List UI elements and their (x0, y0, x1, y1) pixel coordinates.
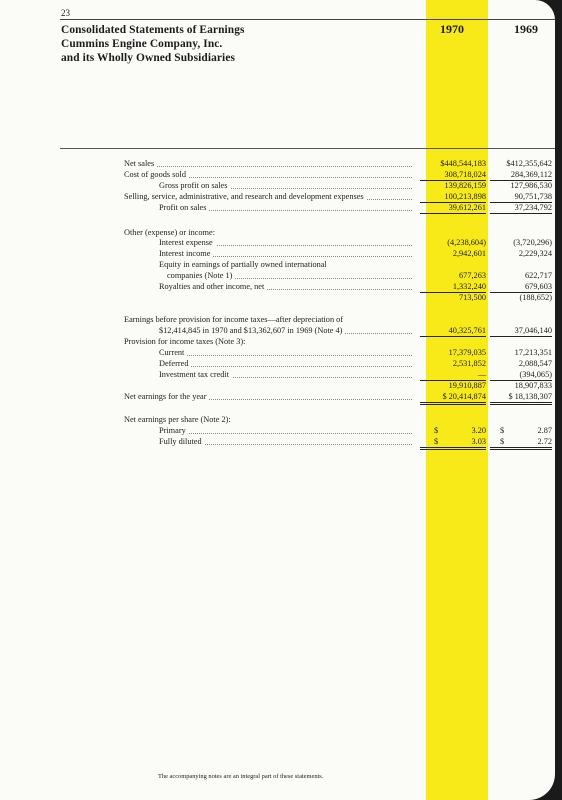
table-row (0, 436, 555, 447)
value-1969: (394,065) (490, 369, 552, 381)
table-row (0, 281, 555, 292)
value-1970: 308,718,024 (420, 169, 486, 181)
leader-dots (159, 355, 412, 356)
value-1970: 139,826,159 (444, 181, 486, 190)
value-1969: $412,355,642 (506, 159, 552, 168)
row-label (159, 347, 412, 358)
table-row (0, 414, 555, 425)
value-1970: 1,332,240 (420, 281, 486, 293)
value-1970: 19,910,887 (448, 381, 486, 390)
value-1970: — (420, 369, 486, 381)
row-label-text: Selling, service, administrative, and research and development expenses (124, 192, 367, 201)
row-label (124, 169, 412, 180)
leader-dots (124, 166, 412, 167)
value-1970: 17,379,035 (448, 348, 486, 357)
value-1969: 2.72 (490, 436, 552, 450)
value-1969: 37,046,140 (490, 325, 552, 337)
statement-title (61, 23, 245, 65)
row-label-text: Current (159, 348, 187, 357)
value-1969: 284,369,112 (490, 169, 552, 181)
table-row (0, 369, 555, 380)
row-label (124, 414, 424, 425)
value-1970: 100,213,898 (420, 191, 486, 203)
row-label-text: Investment tax credit (159, 370, 232, 379)
value-1969: 18,907,833 (514, 381, 552, 390)
title-line: Consolidated Statements of Earnings (61, 24, 245, 36)
table-row (0, 314, 555, 325)
value-1969: (188,652) (519, 293, 552, 302)
row-label (159, 259, 459, 270)
row-label-text: Interest income (159, 249, 213, 258)
top-rule (60, 19, 555, 20)
currency-1970: $ (434, 426, 439, 435)
leader-dots (159, 433, 412, 434)
value-1969: 2,229,324 (518, 249, 552, 258)
table-row (0, 358, 555, 369)
row-label (124, 391, 412, 402)
table-row (0, 158, 555, 169)
value-1969: 679,603 (490, 281, 552, 293)
row-label-text: Equity in earnings of partially owned international (159, 260, 330, 269)
value-1969: 90,751,738 (490, 191, 552, 203)
value-1969: $ 18,138,307 (490, 391, 552, 405)
currency-1969: $ (500, 426, 505, 435)
row-label (159, 436, 412, 447)
row-label (159, 425, 412, 436)
row-label (124, 191, 412, 202)
table-row (0, 336, 555, 347)
row-label-text: Provision for income taxes (Note 3): (124, 337, 248, 346)
footnote: The accompanying notes are an integral part of these statements. (158, 773, 324, 780)
page-number: 23 (61, 8, 70, 18)
value-1969: 127,986,530 (510, 181, 552, 190)
value-1969: 37,234,792 (490, 202, 552, 214)
leader-dots (159, 366, 412, 367)
row-label-text: Fully diluted (159, 437, 205, 446)
value-1970: 2,531,852 (452, 359, 486, 368)
table-row (0, 380, 555, 391)
table-row (0, 391, 555, 402)
row-label (124, 314, 424, 325)
row-label (159, 358, 412, 369)
year-1970-header: 1970 (440, 22, 464, 36)
row-label (159, 180, 412, 191)
row-label-text: Other (expense) or income: (124, 228, 218, 237)
title-line: Cummins Engine Company, Inc. (61, 38, 223, 50)
row-label-text: Net earnings for the year (124, 392, 209, 401)
row-label-text: Net earnings per share (Note 2): (124, 415, 234, 424)
row-label-text: $12,414,845 in 1970 and $13,362,607 in 1969 (Note 4) (159, 326, 345, 335)
row-label-text: Primary (159, 426, 189, 435)
row-label-text: Gross profit on sales (159, 181, 230, 190)
value-1970: $ 20,414,874 (420, 391, 486, 405)
value-1970: 40,325,761 (420, 325, 486, 337)
value-1970: 3.03 (420, 436, 486, 450)
table-row (0, 248, 555, 259)
table-row (0, 237, 555, 248)
row-label-text: Profit on sales (159, 203, 209, 212)
value-1969: 2,088,547 (518, 359, 552, 368)
row-label-text: Deferred (159, 359, 191, 368)
row-label (159, 248, 412, 259)
row-label (159, 369, 412, 380)
value-1969: 17,213,351 (514, 348, 552, 357)
table-row (0, 259, 555, 270)
table-row (0, 325, 555, 336)
row-label (159, 237, 412, 248)
value-1969: 622,717 (525, 271, 552, 280)
value-1970: 2,942,601 (452, 249, 486, 258)
table-row (0, 270, 555, 281)
table-row (0, 180, 555, 191)
value-1969: (3,720,296) (513, 238, 552, 247)
value-1970: 713,500 (459, 293, 486, 302)
row-label-text: Interest expense (159, 238, 216, 247)
table-row (0, 425, 555, 436)
row-label (159, 202, 412, 213)
table-row (0, 347, 555, 358)
row-label-text: Earnings before provision for income taxes—after depreciation of (124, 315, 346, 324)
value-1970: 677,263 (459, 271, 486, 280)
row-label-text: Royalties and other income, net (159, 282, 267, 291)
value-1970: $448,544,183 (440, 159, 486, 168)
table-row (0, 202, 555, 213)
value-1969: 2.87 (537, 426, 552, 435)
row-label-text: companies (Note 1) (167, 271, 235, 280)
row-label (159, 281, 412, 292)
table-row (0, 191, 555, 202)
row-label-text: Cost of goods sold (124, 170, 189, 179)
row-label (167, 270, 412, 281)
currency-1969: $ (500, 437, 505, 446)
year-1969-header: 1969 (514, 22, 538, 36)
row-label (124, 158, 412, 169)
title-line: and its Wholly Owned Subsidiaries (61, 52, 236, 64)
row-label-text: Net sales (124, 159, 157, 168)
value-1970: 39,612,261 (420, 202, 486, 214)
value-1970: (4,238,604) (447, 238, 486, 247)
currency-1970: $ (434, 437, 439, 446)
header-rule (60, 148, 555, 149)
row-label (124, 336, 424, 347)
table-row (0, 169, 555, 180)
row-label (159, 325, 412, 336)
value-1970: 3.20 (471, 426, 486, 435)
table-row (0, 292, 555, 303)
